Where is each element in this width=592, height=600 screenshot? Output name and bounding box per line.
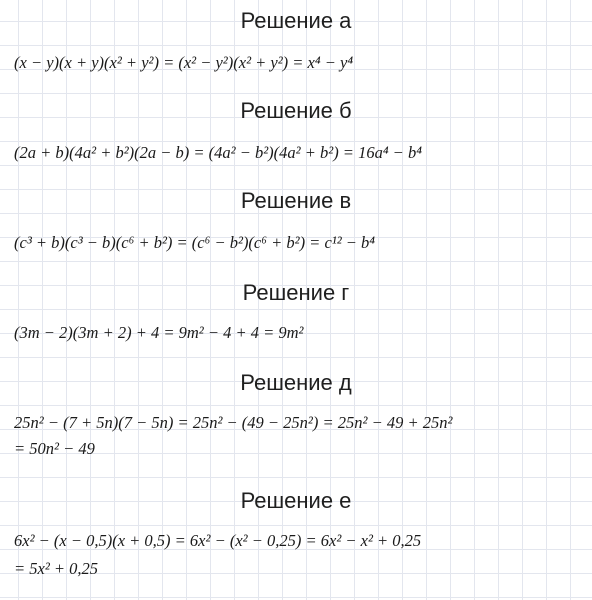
solution-e-formula-line-1: 6x² − (x − 0,5)(x + 0,5) = 6x² − (x² − 0,25) = 6x² − x² + 0,25 [14, 531, 422, 550]
solution-b-heading: Решение б [240, 98, 352, 123]
solution-v-heading: Решение в [240, 188, 352, 213]
solution-g-formula: (3m − 2)(3m + 2) + 4 = 9m² − 4 + 4 = 9m² [14, 323, 304, 342]
solution-g-heading: Решение г [242, 280, 350, 305]
solution-a-formula: (x − y)(x + y)(x² + y²) = (x² − y²)(x² + y²) = x⁴ − y⁴ [14, 53, 354, 72]
solution-b-formula: (2a + b)(4a² + b²)(2a − b) = (4a² − b²)(4a² + b²) = 16a⁴ − b⁴ [14, 143, 422, 162]
solution-d-formula-line-1: 25n² − (7 + 5n)(7 − 5n) = 25n² − (49 − 25n²) = 25n² − 49 + 25n² [14, 413, 453, 432]
solution-a-heading: Решение а [240, 8, 352, 33]
solution-e-heading: Решение е [240, 488, 352, 513]
solution-d-heading: Решение д [240, 370, 352, 395]
solution-e-formula-line-2: = 5x² + 0,25 [14, 559, 99, 578]
solution-v-formula: (c³ + b)(c³ − b)(c⁶ + b²) = (c⁶ − b²)(c⁶ + b²) = c¹² − b⁴ [14, 233, 376, 252]
solution-d-formula-line-2: = 50n² − 49 [14, 439, 95, 458]
